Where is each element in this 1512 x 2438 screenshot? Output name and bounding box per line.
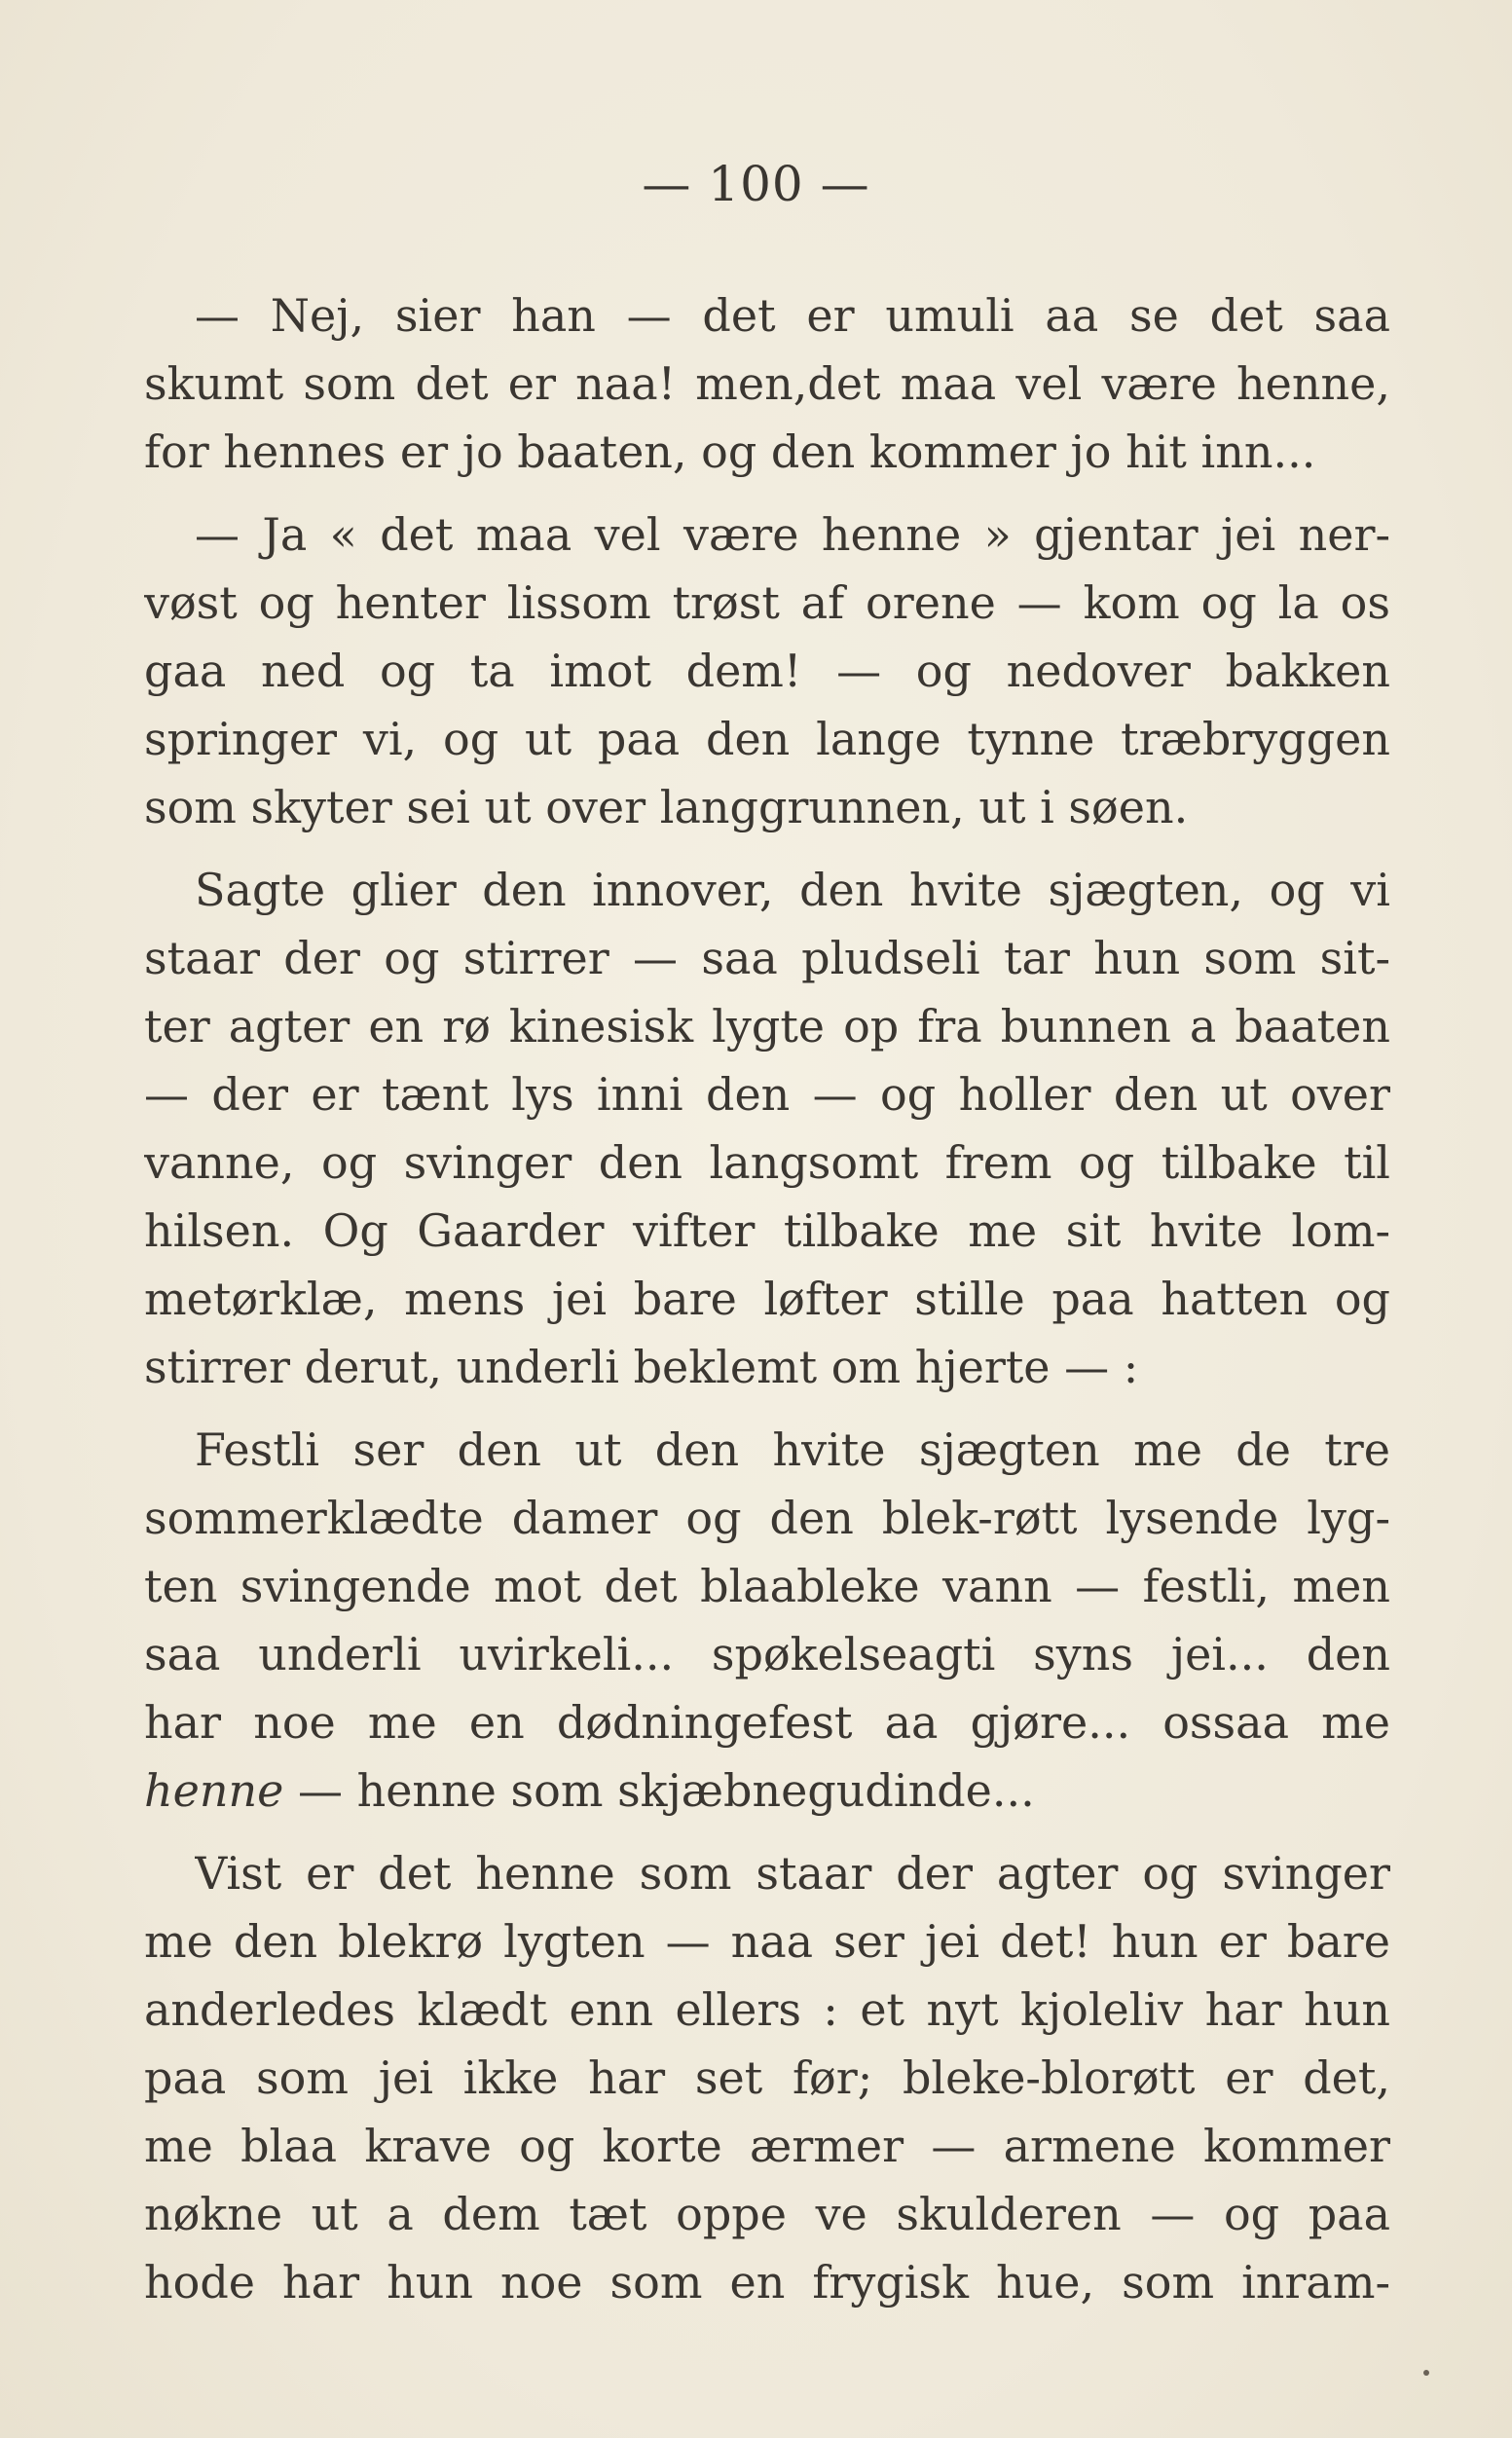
text-line: for hennes er jo baaten, og den kommer jo hit inn... <box>144 425 1316 478</box>
text-line: gaa ned og ta imot dem! — og nedover bakken <box>144 645 1390 697</box>
text-line: hode har hun noe som en frygisk hue, som inram- <box>144 2256 1390 2309</box>
text-line: — Ja « det maa vel være henne » gjentar jei ner- <box>195 508 1390 561</box>
paper-speck <box>1423 2370 1429 2376</box>
text-line: paa som jei ikke har set før; bleke-blorøtt er det, <box>144 2051 1390 2104</box>
text-line: — der er tænt lys inni den — og holler den ut over <box>144 1068 1390 1121</box>
text-line: — Nej, sier han — det er umuli aa se det saa <box>195 289 1390 342</box>
text-line: ten svingende mot det blaableke vann — festli, men <box>144 1560 1390 1612</box>
text-line <box>144 1756 1390 1825</box>
text-line: anderledes klædt enn ellers : et nyt kjoleliv har hun <box>144 1983 1390 2036</box>
text-line: nøkne ut a dem tæt oppe ve skulderen — og paa <box>144 2188 1390 2240</box>
text-line: ter agter en rø kinesisk lygte op fra bunnen a baaten <box>144 1000 1390 1053</box>
text-line: me den blekrø lygten — naa ser jei det! hun er bare <box>144 1915 1390 1968</box>
text-line: vøst og henter lissom trøst af orene — kom og la os <box>144 576 1390 629</box>
text-line: vanne, og svinger den langsomt frem og tilbake til <box>144 1136 1390 1189</box>
text-line: Sagte glier den innover, den hvite sjægten, og vi <box>195 864 1390 916</box>
text-line: metørklæ, mens jei bare løfter stille paa hatten og <box>144 1273 1390 1325</box>
text-line: hilsen. Og Gaarder vifter tilbake me sit hvite lom- <box>144 1204 1390 1257</box>
text-line: me blaa krave og korte ærmer — armene kommer <box>144 2120 1390 2172</box>
text-line-rest: — henne som skjæbnegudinde... <box>297 1764 1035 1817</box>
text-line: Festli ser den ut den hvite sjægten me de tre <box>195 1423 1390 1476</box>
text-line: Vist er det henne som staar der agter og svinger <box>195 1847 1390 1900</box>
page-number: — 100 — <box>642 156 870 212</box>
text-line: springer vi, og ut paa den lange tynne træbryggen <box>144 713 1390 765</box>
emphasis-word: henne <box>144 1764 284 1817</box>
text-line: sommerklædte damer og den blek-røtt lysende lyg- <box>144 1492 1390 1544</box>
text-line: som skyter sei ut over langgrunnen, ut i søen. <box>144 781 1189 833</box>
text-line: saa underli uvirkeli... spøkelseagti syns jei... den <box>144 1628 1390 1681</box>
text-line: har noe me en dødningefest aa gjøre... ossaa me <box>144 1696 1390 1749</box>
text-line: skumt som det er naa! men,det maa vel være henne, <box>144 357 1390 410</box>
text-line: staar der og stirrer — saa pludseli tar hun som sit- <box>144 932 1390 984</box>
text-line: stirrer derut, underli beklemt om hjerte — : <box>144 1341 1139 1393</box>
